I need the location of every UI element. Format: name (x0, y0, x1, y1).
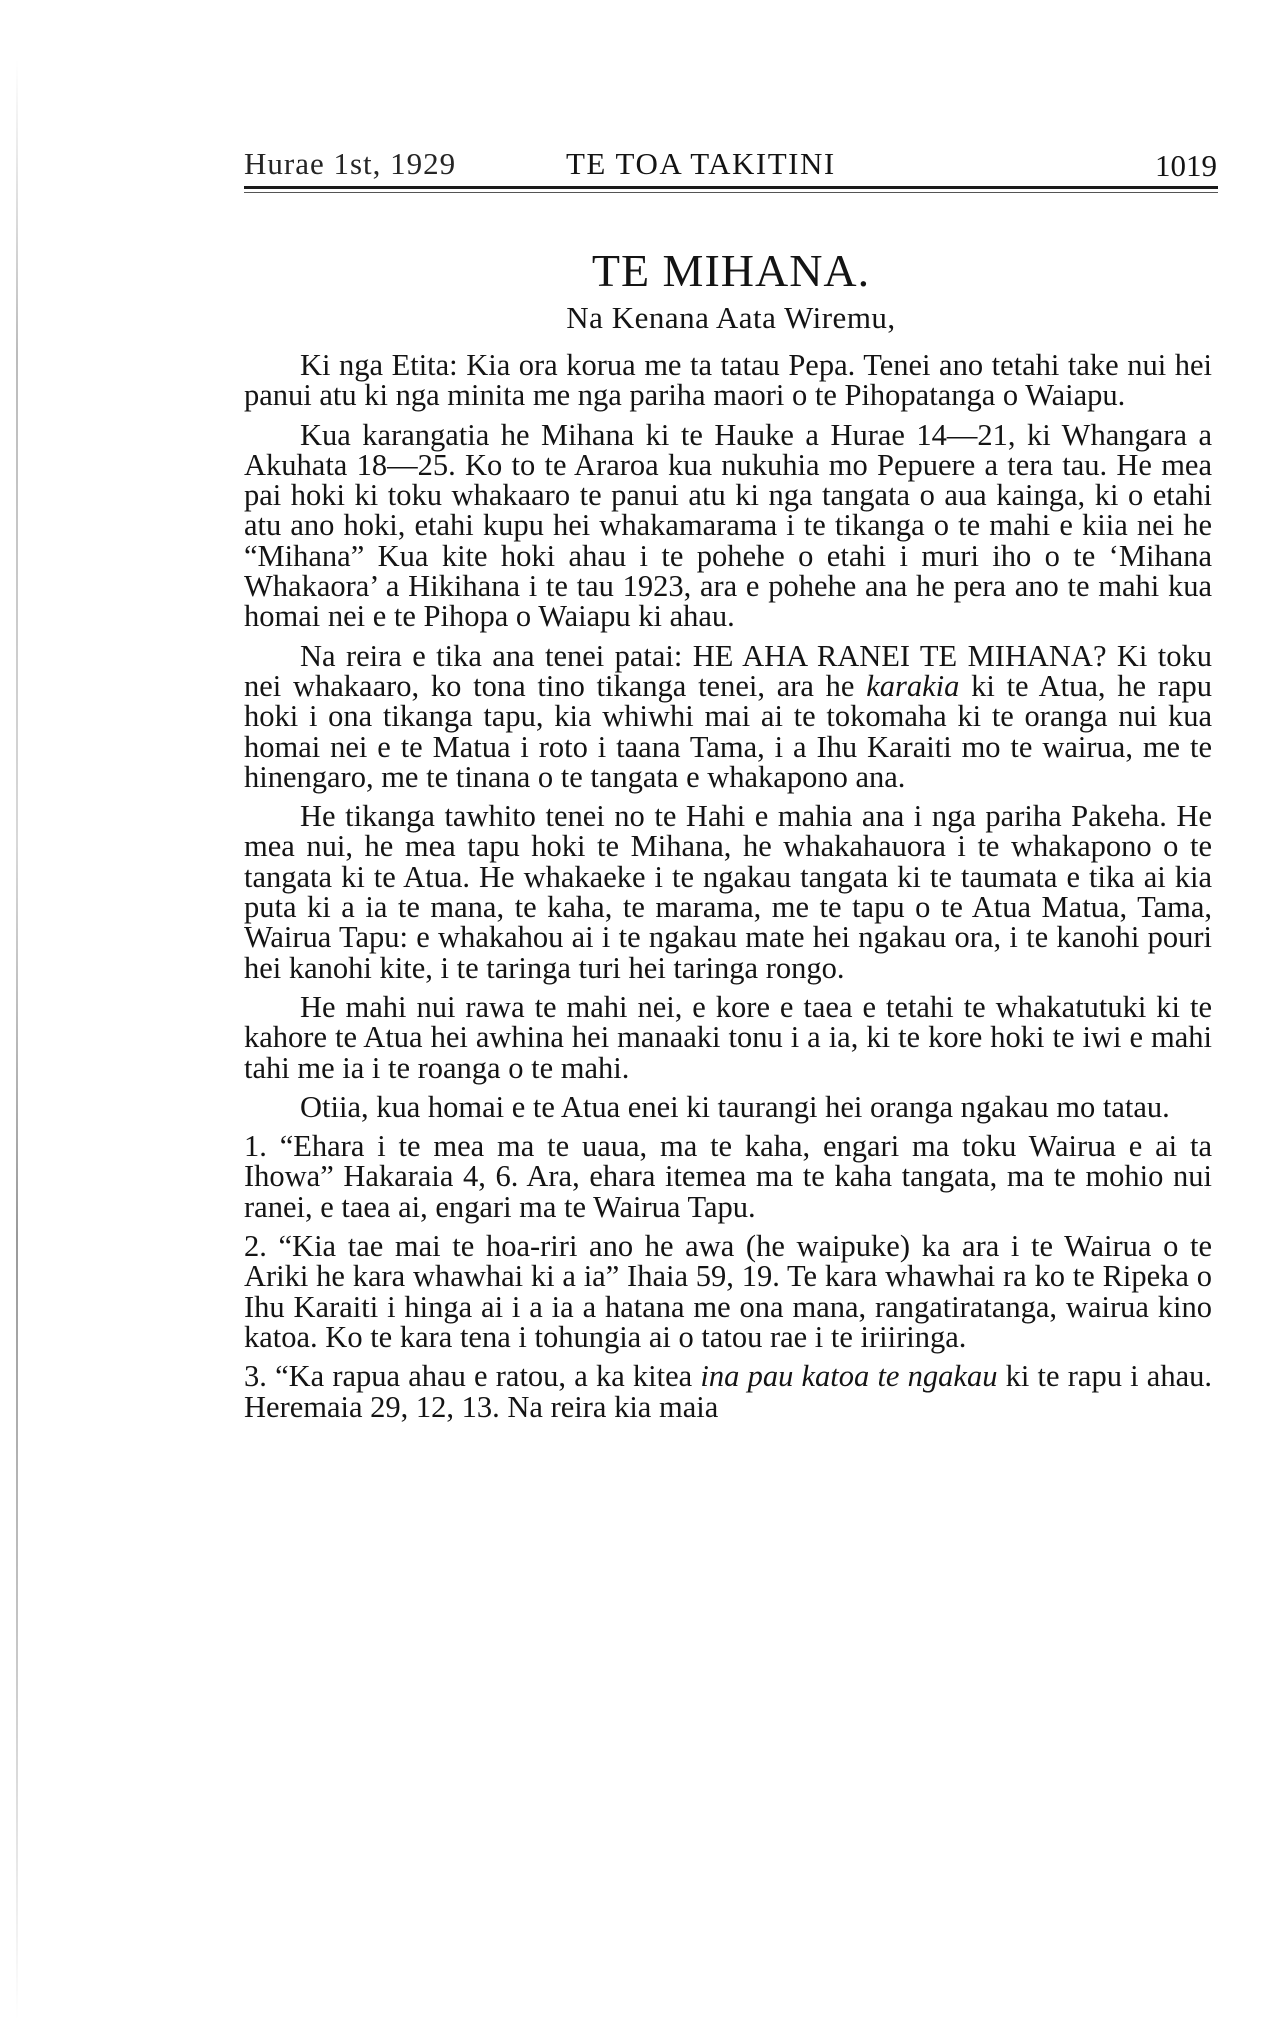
article-title: TE MIHANA. (591, 245, 871, 296)
numbered-item-2: 2. “Kia tae mai te hoa-riri ano he awa (he waipuke) ka ara i te Wairua o te Ariki he kara whawhai ki a ia” Ihaia 59, 19. Te kara whawhai ra ko te Ripeka o Ihu Karaiti i hinga ai i a ia a hatana me ona mana, rangatiratanga, wairua kino katoa. Ko te kara tena i tohungia ai o tatou rae i te iriiringa. (244, 1229, 1212, 1354)
scan-binding-edge (16, 60, 18, 2020)
header-rule (244, 186, 1218, 189)
paragraph-1: Ki nga Etita: Kia ora korua me ta tatau Pepa. Tenei ano tetahi take nui hei panui atu ki nga minita me nga pariha maori o te Pihopatanga o Waiapu. (244, 348, 1212, 413)
header-page-number: 1019 (1155, 148, 1217, 183)
paragraph-3 (244, 638, 1212, 794)
article-byline: Na Kenana Aata Wiremu, (566, 300, 896, 335)
numbered-item-1: 1. “Ehara i te mea ma te uaua, ma te kaha, engari ma toku Wairua e ai ta Ihowa” Hakaraia 4, 6. Ara, ehara itemea ma te kaha tangata, ma te mohio nui ranei, e taea ai, engari ma te Wairua Tapu. (244, 1129, 1212, 1224)
paragraph-4: He tikanga tawhito tenei no te Hahi e mahia ana i nga pariha Pakeha. He mea nui, he mea tapu hoki te Mihana, he whakahauora i te whakapono o te tangata ki te Atua. He whakaeke i te ngakau tangata ki te taumata e tika ai kia puta ki a ia te mana, te kaha, te marama, me te tapu o te Atua Matua, Tama, Wairua Tapu: e whakahou ai i te ngakau mate hei ngakau ora, i te kanohi pouri hei kanohi kite, i te taringa turi hei taringa rongo. (244, 799, 1212, 985)
item-3-italic: ina pau katoa te ngakau (700, 1359, 998, 1394)
paragraph-6: Otiia, kua homai e te Atua enei ki taurangi hei oranga ngakau mo tatau. (300, 1089, 1170, 1124)
paragraph-5: He mahi nui rawa te mahi nei, e kore e taea e tetahi te whakatutuki ki te kahore te Atua hei awhina hei manaaki tonu i a ia, ki te kore hoki te iwi e mahi tahi me ia i te roanga o te mahi. (244, 989, 1212, 1085)
paragraph-3-start: Na reira e tika ana tenei patai: HE AHA RANEI TE MIHANA? Ki toku nei whakaaro, ko tona tino tikanga tenei, ara he (244, 638, 1212, 703)
running-head (244, 146, 1244, 183)
item-3-end: ki te rapu i ahau. Heremaia 29, 12, 13. Na reira kia maia (244, 1359, 1212, 1424)
numbered-item-3 (244, 1361, 1212, 1422)
paragraph-2: Kua karangatia he Mihana ki te Hauke a Hurae 14—21, ki Whangara a Akuhata 18—25. Ko to te Araroa kua nukuhia mo Pepuere a tera tau. He mea pai hoki ki toku whakaaro te panui atu ki nga tangata o aua kainga, ki o etahi atu ano hoki, etahi kupu hei whakamarama i te tikanga o te mahi e kiia nei he “Mihana” Kua kite hoki ahau i te pohehe o etahi i muri iho o te ‘Mihana Whakaora’ a Hikihana i te tau 1923, ara e pohehe ana he pera ano te mahi kua homai nei e te Pihopa o Waiapu ki ahau. (244, 417, 1212, 634)
item-3-start: 3. “Ka rapua ahau e ratou, a ka kitea (244, 1359, 701, 1394)
paragraph-3-end: ki te Atua, he rapu hoki i ona tikanga tapu, kia whiwhi mai ai te tokomaha ki te oranga nui kua homai nei e te Matua i roto i taana Tama, i a Ihu Karaiti mo te wairua, me te hinengaro, me te tinana o te tangata e whakapono ana. (244, 668, 1212, 794)
header-rule-thin (244, 192, 1218, 193)
paragraph-3-italic: karakia (866, 668, 960, 703)
article-body (244, 350, 1212, 1422)
header-publication: TE TOA TAKITINI (566, 146, 836, 181)
header-date: Hurae 1st, 1929 (244, 146, 457, 181)
